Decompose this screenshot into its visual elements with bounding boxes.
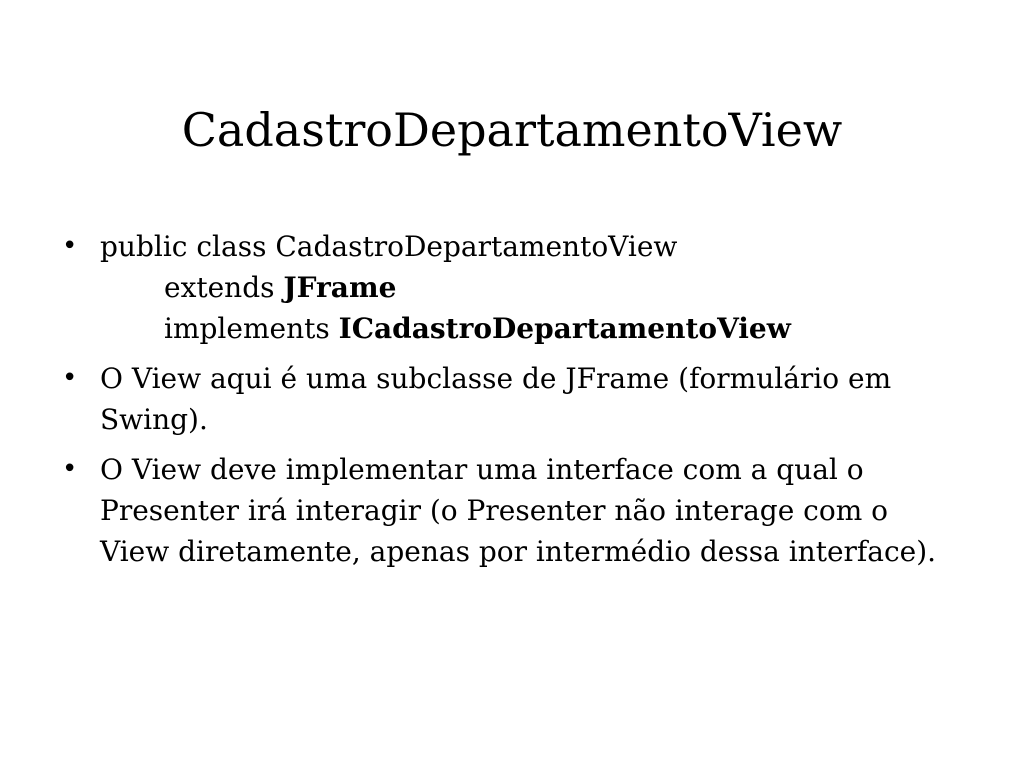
- implements-type: ICadastroDepartamentoView: [338, 312, 791, 345]
- class-declaration-line: public class CadastroDepartamentoView: [100, 230, 678, 263]
- bullet-icon: •: [62, 363, 78, 393]
- bullet-icon: •: [62, 454, 78, 484]
- bullet-list: [62, 226, 962, 581]
- implements-line: [100, 308, 962, 349]
- bullet-text: O View deve implementar uma interface com a qual o Presenter irá interagir (o Presenter não interage com o View diretamente, apenas por intermédio dessa interface).: [100, 453, 937, 568]
- slide-title: CadastroDepartamentoView: [181, 103, 843, 157]
- bullet-item-view-subclass: [62, 358, 962, 440]
- extends-type: JFrame: [283, 271, 397, 304]
- bullet-item-class-declaration: [62, 226, 962, 349]
- bullet-text: O View aqui é uma subclasse de JFrame (formulário em Swing).: [100, 362, 892, 436]
- extends-line: [100, 267, 962, 308]
- extends-keyword: extends: [164, 271, 284, 304]
- bullet-item-view-interface: [62, 449, 962, 572]
- implements-keyword: implements: [164, 312, 339, 345]
- bullet-icon: •: [62, 231, 78, 261]
